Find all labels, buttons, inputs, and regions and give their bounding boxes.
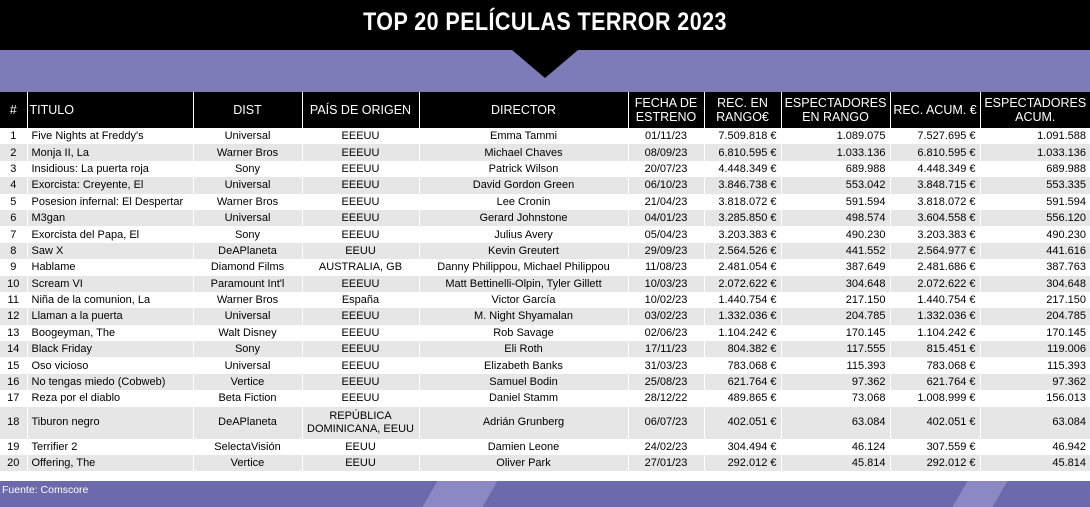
cell-title: Hablame — [27, 259, 193, 275]
table-row — [0, 407, 1090, 439]
cell-admissions-cumulative: 556.120 — [980, 210, 1090, 226]
cell-admissions-cumulative: 1.091.588 — [980, 128, 1090, 144]
cell-gross-range: 6.810.595 € — [704, 144, 781, 160]
cell-country: EEEUU — [302, 128, 419, 144]
cell-country: AUSTRALIA, GB — [302, 259, 419, 275]
cell-release-date: 06/07/23 — [628, 407, 704, 439]
cell-director: Victor García — [419, 292, 628, 308]
table-header-row — [0, 92, 1090, 128]
cell-admissions-range: 490.230 — [781, 226, 890, 242]
cell-title: Terrifier 2 — [27, 439, 193, 455]
cell-release-date: 17/11/23 — [628, 341, 704, 357]
cell-admissions-cumulative: 45.814 — [980, 455, 1090, 471]
cell-release-date: 02/06/23 — [628, 325, 704, 341]
cell-country: España — [302, 292, 419, 308]
cell-director: Julius Avery — [419, 226, 628, 242]
cell-gross-cumulative: 2.564.977 € — [890, 243, 980, 259]
cell-gross-cumulative: 621.764 € — [890, 374, 980, 390]
cell-distributor: DeAPlaneta — [193, 407, 302, 439]
cell-gross-cumulative: 3.604.558 € — [890, 210, 980, 226]
cell-rank: 3 — [0, 161, 27, 177]
cell-title: Scream VI — [27, 276, 193, 292]
cell-country: EEEUU — [302, 194, 419, 210]
cell-director: David Gordon Green — [419, 177, 628, 193]
cell-rank: 19 — [0, 439, 27, 455]
cell-title: No tengas miedo (Cobweb) — [27, 374, 193, 390]
cell-director: Damien Leone — [419, 439, 628, 455]
table-row — [0, 259, 1090, 275]
cell-country: EEEUU — [302, 161, 419, 177]
cell-distributor: Universal — [193, 210, 302, 226]
cell-gross-cumulative: 292.012 € — [890, 455, 980, 471]
cell-rank: 10 — [0, 276, 27, 292]
cell-director: M. Night Shyamalan — [419, 308, 628, 324]
cell-release-date: 25/08/23 — [628, 374, 704, 390]
cell-admissions-range: 97.362 — [781, 374, 890, 390]
cell-admissions-range: 591.594 — [781, 194, 890, 210]
cell-admissions-range: 115.393 — [781, 357, 890, 373]
cell-rank: 15 — [0, 357, 27, 373]
header-rec-rango: REC. EN RANGO€ — [704, 92, 781, 128]
cell-director: Samuel Bodin — [419, 374, 628, 390]
cell-release-date: 06/10/23 — [628, 177, 704, 193]
cell-rank: 20 — [0, 455, 27, 471]
cell-admissions-range: 441.552 — [781, 243, 890, 259]
cell-title: Exorcista: Creyente, El — [27, 177, 193, 193]
cell-director: Eli Roth — [419, 341, 628, 357]
cell-gross-cumulative: 783.068 € — [890, 357, 980, 373]
cell-country: EEUU — [302, 243, 419, 259]
cell-release-date: 04/01/23 — [628, 210, 704, 226]
cell-admissions-cumulative: 387.763 — [980, 259, 1090, 275]
cell-rank: 9 — [0, 259, 27, 275]
cell-country: EEEUU — [302, 144, 419, 160]
cell-distributor: Universal — [193, 308, 302, 324]
cell-country: EEUU — [302, 439, 419, 455]
cell-admissions-cumulative: 689.988 — [980, 161, 1090, 177]
header-rec-acum: REC. ACUM. € — [890, 92, 980, 128]
cell-gross-range: 489.865 € — [704, 390, 781, 406]
ranking-table — [0, 92, 1090, 471]
cell-admissions-range: 304.648 — [781, 276, 890, 292]
cell-release-date: 10/03/23 — [628, 276, 704, 292]
table-row — [0, 325, 1090, 341]
cell-rank: 17 — [0, 390, 27, 406]
cell-rank: 5 — [0, 194, 27, 210]
cell-gross-range: 3.846.738 € — [704, 177, 781, 193]
header-fecha: FECHA DE ESTRENO — [628, 92, 704, 128]
cell-gross-range: 402.051 € — [704, 407, 781, 439]
table-row — [0, 308, 1090, 324]
cell-title: Black Friday — [27, 341, 193, 357]
cell-gross-cumulative: 815.451 € — [890, 341, 980, 357]
cell-title: Saw X — [27, 243, 193, 259]
cell-distributor: Diamond Films — [193, 259, 302, 275]
cell-director: Michael Chaves — [419, 144, 628, 160]
cell-title: Five Nights at Freddy's — [27, 128, 193, 144]
cell-country: EEEUU — [302, 374, 419, 390]
cell-country: EEEUU — [302, 177, 419, 193]
cell-rank: 8 — [0, 243, 27, 259]
cell-director: Kevin Greutert — [419, 243, 628, 259]
cell-director: Elizabeth Banks — [419, 357, 628, 373]
cell-admissions-range: 45.814 — [781, 455, 890, 471]
cell-country: EEEUU — [302, 341, 419, 357]
cell-release-date: 11/08/23 — [628, 259, 704, 275]
cell-title: Tiburon negro — [27, 407, 193, 439]
cell-director: Lee Cronin — [419, 194, 628, 210]
cell-gross-range: 1.332.036 € — [704, 308, 781, 324]
cell-admissions-range: 387.649 — [781, 259, 890, 275]
cell-admissions-cumulative: 204.785 — [980, 308, 1090, 324]
cell-rank: 6 — [0, 210, 27, 226]
title-bar — [0, 0, 1090, 50]
cell-gross-cumulative: 1.440.754 € — [890, 292, 980, 308]
cell-admissions-cumulative: 591.594 — [980, 194, 1090, 210]
cell-gross-range: 2.072.622 € — [704, 276, 781, 292]
cell-admissions-range: 46.124 — [781, 439, 890, 455]
footer-band — [0, 481, 1090, 507]
cell-title: M3gan — [27, 210, 193, 226]
cell-rank: 18 — [0, 407, 27, 439]
cell-gross-range: 2.481.054 € — [704, 259, 781, 275]
table-row — [0, 128, 1090, 144]
cell-release-date: 08/09/23 — [628, 144, 704, 160]
cell-admissions-cumulative: 119.006 — [980, 341, 1090, 357]
cell-distributor: Universal — [193, 128, 302, 144]
down-arrow-icon — [512, 50, 578, 78]
table-row — [0, 455, 1090, 471]
source-note: Fuente: Comscore — [2, 484, 89, 496]
cell-release-date: 21/04/23 — [628, 194, 704, 210]
cell-release-date: 29/09/23 — [628, 243, 704, 259]
cell-title: Boogeyman, The — [27, 325, 193, 341]
table-row — [0, 357, 1090, 373]
cell-admissions-range: 498.574 — [781, 210, 890, 226]
cell-admissions-cumulative: 1.033.136 — [980, 144, 1090, 160]
cell-distributor: Walt Disney — [193, 325, 302, 341]
cell-gross-range: 1.440.754 € — [704, 292, 781, 308]
cell-country: EEUU — [302, 455, 419, 471]
decorative-stripe — [952, 481, 1007, 507]
cell-distributor: DeAPlaneta — [193, 243, 302, 259]
cell-title: Insidious: La puerta roja — [27, 161, 193, 177]
cell-gross-cumulative: 2.481.686 € — [890, 259, 980, 275]
cell-gross-range: 1.104.242 € — [704, 325, 781, 341]
cell-release-date: 05/04/23 — [628, 226, 704, 242]
table-body — [0, 128, 1090, 471]
cell-admissions-cumulative: 304.648 — [980, 276, 1090, 292]
cell-admissions-cumulative: 46.942 — [980, 439, 1090, 455]
header-titulo: TITULO — [27, 92, 193, 128]
table-row — [0, 243, 1090, 259]
cell-director: Danny Philippou, Michael Philippou — [419, 259, 628, 275]
table-row — [0, 292, 1090, 308]
table-row — [0, 144, 1090, 160]
table-row — [0, 276, 1090, 292]
cell-release-date: 10/02/23 — [628, 292, 704, 308]
cell-gross-cumulative: 1.104.242 € — [890, 325, 980, 341]
cell-distributor: Universal — [193, 177, 302, 193]
header-num: # — [0, 92, 27, 128]
cell-admissions-cumulative: 490.230 — [980, 226, 1090, 242]
cell-country: EEEUU — [302, 357, 419, 373]
cell-admissions-cumulative: 97.362 — [980, 374, 1090, 390]
cell-distributor: Vertice — [193, 374, 302, 390]
cell-admissions-range: 1.033.136 — [781, 144, 890, 160]
cell-admissions-cumulative: 156.013 — [980, 390, 1090, 406]
cell-distributor: SelectaVisión — [193, 439, 302, 455]
cell-gross-cumulative: 3.848.715 € — [890, 177, 980, 193]
cell-country: EEEUU — [302, 390, 419, 406]
cell-distributor: Paramount Int'l — [193, 276, 302, 292]
header-pais: PAÍS DE ORIGEN — [302, 92, 419, 128]
cell-rank: 4 — [0, 177, 27, 193]
cell-release-date: 24/02/23 — [628, 439, 704, 455]
cell-distributor: Beta Fiction — [193, 390, 302, 406]
cell-gross-cumulative: 3.818.072 € — [890, 194, 980, 210]
cell-director: Matt Bettinelli-Olpin, Tyler Gillett — [419, 276, 628, 292]
cell-rank: 16 — [0, 374, 27, 390]
cell-distributor: Sony — [193, 161, 302, 177]
table-row — [0, 210, 1090, 226]
cell-admissions-range: 73.068 — [781, 390, 890, 406]
cell-distributor: Sony — [193, 226, 302, 242]
cell-admissions-range: 204.785 — [781, 308, 890, 324]
cell-director: Emma Tammi — [419, 128, 628, 144]
cell-director: Gerard Johnstone — [419, 210, 628, 226]
cell-admissions-range: 689.988 — [781, 161, 890, 177]
cell-gross-range: 3.818.072 € — [704, 194, 781, 210]
cell-title: Exorcista del Papa, El — [27, 226, 193, 242]
cell-title: Monja II, La — [27, 144, 193, 160]
cell-country: EEEUU — [302, 226, 419, 242]
cell-admissions-cumulative: 115.393 — [980, 357, 1090, 373]
cell-gross-cumulative: 1.008.999 € — [890, 390, 980, 406]
cell-gross-cumulative: 402.051 € — [890, 407, 980, 439]
cell-admissions-range: 117.555 — [781, 341, 890, 357]
cell-distributor: Warner Bros — [193, 194, 302, 210]
cell-release-date: 01/11/23 — [628, 128, 704, 144]
cell-gross-range: 3.203.383 € — [704, 226, 781, 242]
cell-release-date: 20/07/23 — [628, 161, 704, 177]
decorative-stripe — [422, 481, 497, 507]
cell-title: Niña de la comunion, La — [27, 292, 193, 308]
cell-gross-range: 292.012 € — [704, 455, 781, 471]
cell-title: Posesion infernal: El Despertar — [27, 194, 193, 210]
cell-admissions-cumulative: 553.335 — [980, 177, 1090, 193]
cell-distributor: Universal — [193, 357, 302, 373]
cell-gross-cumulative: 7.527.695 € — [890, 128, 980, 144]
table-row — [0, 341, 1090, 357]
cell-gross-cumulative: 4.448.349 € — [890, 161, 980, 177]
cell-gross-range: 4.448.349 € — [704, 161, 781, 177]
cell-rank: 2 — [0, 144, 27, 160]
cell-title: Offering, The — [27, 455, 193, 471]
cell-gross-cumulative: 3.203.383 € — [890, 226, 980, 242]
page-title: TOP 20 PELÍCULAS TERROR 2023 — [363, 8, 727, 36]
cell-gross-cumulative: 6.810.595 € — [890, 144, 980, 160]
ranking-table-container — [0, 92, 1090, 481]
cell-country: EEEUU — [302, 308, 419, 324]
cell-gross-range: 304.494 € — [704, 439, 781, 455]
cell-release-date: 28/12/22 — [628, 390, 704, 406]
cell-director: Adrián Grunberg — [419, 407, 628, 439]
cell-admissions-range: 553.042 — [781, 177, 890, 193]
cell-country: EEEUU — [302, 276, 419, 292]
cell-gross-cumulative: 1.332.036 € — [890, 308, 980, 324]
cell-distributor: Warner Bros — [193, 292, 302, 308]
cell-rank: 11 — [0, 292, 27, 308]
cell-rank: 1 — [0, 128, 27, 144]
header-esp-acum: ESPECTADORES ACUM. — [980, 92, 1090, 128]
cell-distributor: Vertice — [193, 455, 302, 471]
cell-release-date: 03/02/23 — [628, 308, 704, 324]
header-esp-rango: ESPECTADORES EN RANGO — [781, 92, 890, 128]
cell-release-date: 27/01/23 — [628, 455, 704, 471]
cell-distributor: Sony — [193, 341, 302, 357]
cell-director: Oliver Park — [419, 455, 628, 471]
cell-gross-cumulative: 307.559 € — [890, 439, 980, 455]
cell-gross-range: 783.068 € — [704, 357, 781, 373]
table-row — [0, 390, 1090, 406]
cell-gross-range: 3.285.850 € — [704, 210, 781, 226]
cell-director: Daniel Stamm — [419, 390, 628, 406]
cell-admissions-range: 170.145 — [781, 325, 890, 341]
cell-rank: 12 — [0, 308, 27, 324]
cell-title: Oso vicioso — [27, 357, 193, 373]
cell-gross-range: 2.564.526 € — [704, 243, 781, 259]
cell-release-date: 31/03/23 — [628, 357, 704, 373]
cell-admissions-range: 63.084 — [781, 407, 890, 439]
table-row — [0, 226, 1090, 242]
cell-rank: 13 — [0, 325, 27, 341]
table-row — [0, 177, 1090, 193]
table-row — [0, 161, 1090, 177]
cell-distributor: Warner Bros — [193, 144, 302, 160]
cell-director: Patrick Wilson — [419, 161, 628, 177]
cell-admissions-cumulative: 63.084 — [980, 407, 1090, 439]
cell-gross-range: 7.509.818 € — [704, 128, 781, 144]
cell-director: Rob Savage — [419, 325, 628, 341]
cell-country: REPÚBLICA DOMINICANA, EEUU — [302, 407, 419, 439]
cell-title: Reza por el diablo — [27, 390, 193, 406]
cell-admissions-cumulative: 217.150 — [980, 292, 1090, 308]
table-row — [0, 374, 1090, 390]
table-row — [0, 194, 1090, 210]
cell-admissions-cumulative: 441.616 — [980, 243, 1090, 259]
cell-title: Llaman a la puerta — [27, 308, 193, 324]
cell-gross-range: 621.764 € — [704, 374, 781, 390]
cell-gross-cumulative: 2.072.622 € — [890, 276, 980, 292]
cell-rank: 7 — [0, 226, 27, 242]
cell-admissions-range: 217.150 — [781, 292, 890, 308]
cell-admissions-cumulative: 170.145 — [980, 325, 1090, 341]
cell-country: EEEUU — [302, 210, 419, 226]
cell-admissions-range: 1.089.075 — [781, 128, 890, 144]
cell-gross-range: 804.382 € — [704, 341, 781, 357]
header-director: DIRECTOR — [419, 92, 628, 128]
cell-country: EEEUU — [302, 325, 419, 341]
cell-rank: 14 — [0, 341, 27, 357]
header-dist: DIST — [193, 92, 302, 128]
table-row — [0, 439, 1090, 455]
